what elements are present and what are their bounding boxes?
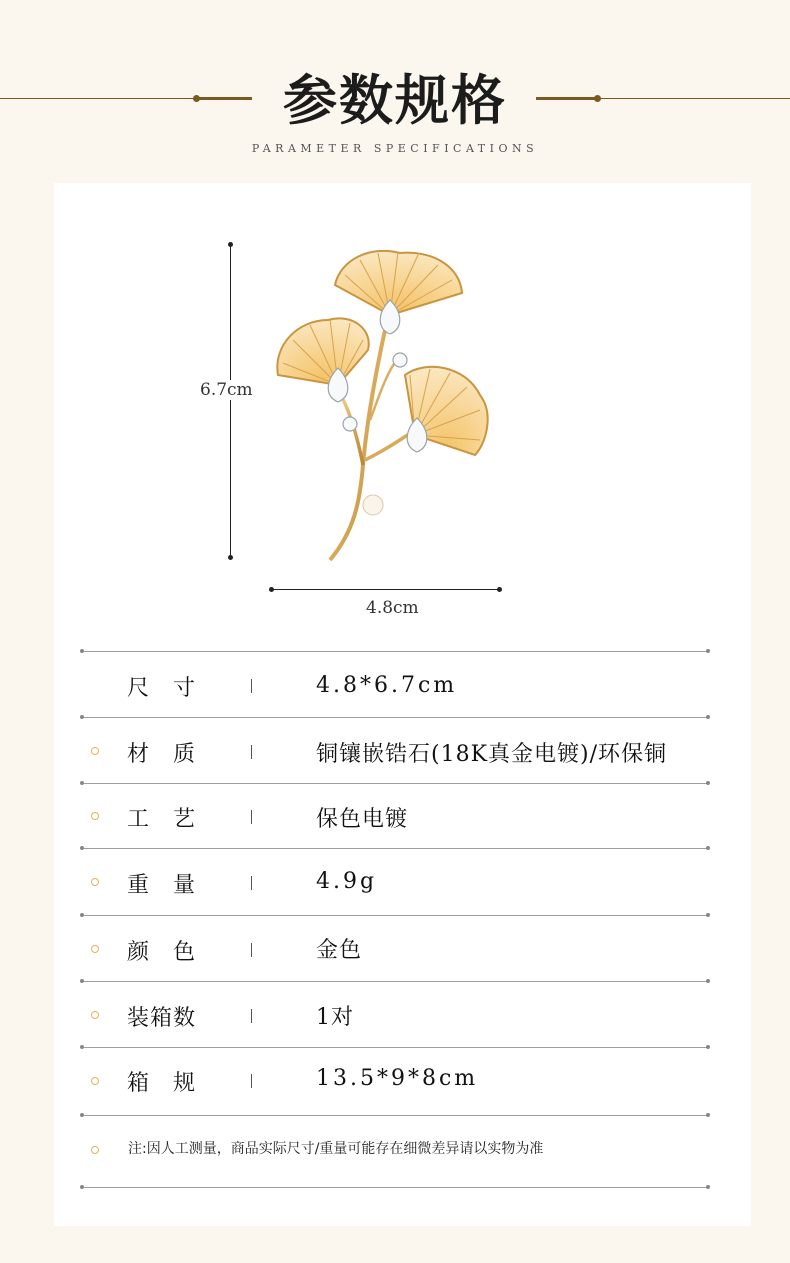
- width-dimension-right-dot: [497, 587, 502, 592]
- spec-separator: [251, 1074, 252, 1088]
- width-dimension-line: [271, 589, 500, 590]
- spec-bullet-icon: [91, 747, 99, 755]
- spec-rule-dot: [706, 1113, 710, 1117]
- spec-rule-4: [82, 915, 708, 916]
- note-bullet-icon: [91, 1146, 99, 1154]
- spec-rule-dot: [80, 649, 84, 653]
- spec-rule-dot: [80, 715, 84, 719]
- measurement-note: 注:因人工测量，商品实际尺寸/重量可能存在细微差异请以实物为准: [128, 1141, 544, 1157]
- spec-separator: [251, 810, 252, 824]
- header-right-rule-thick: [536, 97, 598, 100]
- width-dimension-label: 4.8cm: [366, 598, 419, 618]
- page-header: [0, 0, 790, 180]
- spec-label-box-size: 箱 规: [127, 1071, 197, 1096]
- spec-bullet-icon: [91, 878, 99, 886]
- spec-label-color: 颜 色: [127, 940, 197, 965]
- height-dimension-bottom-dot: [228, 555, 233, 560]
- height-dimension-label: 6.7cm: [200, 380, 253, 400]
- spec-bullet-icon: [91, 1077, 99, 1085]
- spec-rule-7: [82, 1115, 708, 1116]
- spec-rule-0: [82, 651, 708, 652]
- spec-rule-dot: [706, 649, 710, 653]
- spec-rule-dot: [80, 1113, 84, 1117]
- page-title: 参数规格: [283, 68, 507, 132]
- spec-rule-6: [82, 1047, 708, 1048]
- spec-separator: [251, 679, 252, 693]
- ginkgo-brooch-icon: [260, 250, 510, 570]
- spec-rule-8: [82, 1187, 708, 1188]
- spec-label-size: 尺 寸: [127, 676, 197, 701]
- spec-value-weight: 4.9g: [316, 869, 378, 894]
- spec-bullet-icon: [91, 1011, 99, 1019]
- spec-rule-2: [82, 783, 708, 784]
- spec-value-size: 4.8*6.7cm: [316, 673, 458, 698]
- spec-rule-1: [82, 717, 708, 718]
- spec-rule-dot: [80, 846, 84, 850]
- spec-label-pack-qty: 装箱数: [127, 1006, 197, 1031]
- spec-rule-dot: [706, 846, 710, 850]
- spec-rule-dot: [706, 781, 710, 785]
- spec-value-color: 金色: [316, 938, 363, 963]
- spec-rule-dot: [80, 979, 84, 983]
- spec-rule-dot: [80, 781, 84, 785]
- spec-rule-5: [82, 981, 708, 982]
- spec-rule-dot: [80, 1185, 84, 1189]
- spec-rule-dot: [706, 913, 710, 917]
- spec-separator: [251, 745, 252, 759]
- spec-value-pack-qty: 1对: [316, 1005, 354, 1030]
- spec-value-material: 铜镶嵌锆石(18K真金电镀)/环保铜: [316, 742, 668, 767]
- spec-rule-dot: [80, 913, 84, 917]
- page-subtitle: PARAMETER SPECIFICATIONS: [251, 142, 539, 155]
- spec-rule-dot: [706, 715, 710, 719]
- spec-label-craft: 工 艺: [127, 807, 197, 832]
- header-right-rule: [598, 98, 790, 99]
- spec-label-material: 材 质: [127, 742, 197, 767]
- spec-label-weight: 重 量: [127, 873, 197, 898]
- spec-separator: [251, 876, 252, 890]
- spec-bullet-icon: [91, 812, 99, 820]
- spec-rule-dot: [80, 1045, 84, 1049]
- height-dimension-line: [230, 244, 231, 557]
- spec-separator: [251, 943, 252, 957]
- height-dimension-top-dot: [228, 242, 233, 247]
- spec-rule-3: [82, 848, 708, 849]
- spec-value-box-size: 13.5*9*8cm: [316, 1066, 479, 1091]
- width-dimension-left-dot: [269, 587, 274, 592]
- spec-separator: [251, 1009, 252, 1023]
- spec-rule-dot: [706, 1045, 710, 1049]
- spec-value-craft: 保色电镀: [316, 807, 409, 832]
- spec-rule-dot: [706, 1185, 710, 1189]
- spec-bullet-icon: [91, 945, 99, 953]
- spec-rule-dot: [706, 979, 710, 983]
